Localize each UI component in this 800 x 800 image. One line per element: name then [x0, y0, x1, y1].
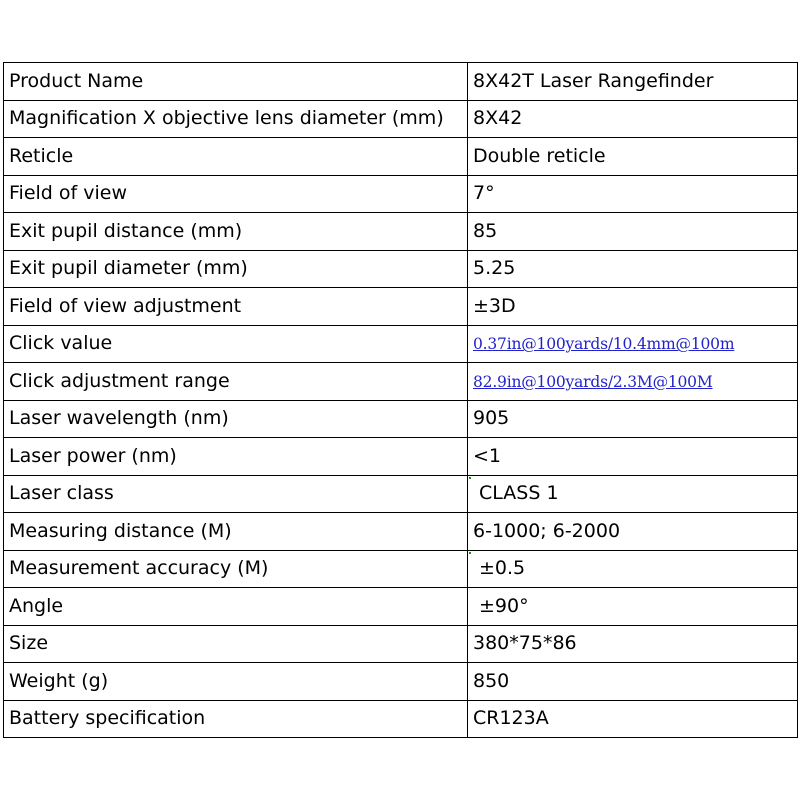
spec-label: Exit pupil diameter (mm)	[4, 250, 468, 288]
spec-label: Angle	[4, 588, 468, 626]
table-row	[4, 288, 798, 326]
spec-label: Laser class	[4, 475, 468, 513]
table-row	[4, 138, 798, 176]
table-row	[4, 513, 798, 551]
click-adjustment-range-link[interactable]: 82.9in@100yards/2.3M@100M	[473, 372, 713, 391]
table-row	[4, 363, 798, 401]
spec-label: Laser wavelength (nm)	[4, 400, 468, 438]
spec-label: Laser power (nm)	[4, 438, 468, 476]
spec-table	[3, 62, 798, 738]
spec-value: 905	[468, 400, 798, 438]
spec-value: 85	[468, 213, 798, 251]
spec-label: Size	[4, 625, 468, 663]
spec-label: Click adjustment range	[4, 363, 468, 401]
spec-value: ±90°	[468, 588, 798, 626]
spec-value: 5.25	[468, 250, 798, 288]
table-row	[4, 475, 798, 513]
spec-label: Measuring distance (M)	[4, 513, 468, 551]
spec-label: Magnification X objective lens diameter (mm)	[4, 100, 468, 138]
spec-label: Battery specification	[4, 700, 468, 738]
spec-value: CLASS 1	[468, 475, 798, 513]
spec-label: Product Name	[4, 63, 468, 101]
table-row	[4, 663, 798, 701]
spec-value-cell	[468, 325, 798, 363]
spec-value: ±3D	[468, 288, 798, 326]
table-row	[4, 550, 798, 588]
spec-value: Double reticle	[468, 138, 798, 176]
spec-label: Exit pupil distance (mm)	[4, 213, 468, 251]
spec-value-cell	[468, 363, 798, 401]
table-row	[4, 213, 798, 251]
table-row	[4, 100, 798, 138]
table-row	[4, 400, 798, 438]
spec-value: <1	[468, 438, 798, 476]
spec-value: ±0.5	[468, 550, 798, 588]
spec-value: CR123A	[468, 700, 798, 738]
spec-value: 380*75*86	[468, 625, 798, 663]
click-value-link[interactable]: 0.37in@100yards/10.4mm@100m	[473, 335, 735, 354]
table-row	[4, 700, 798, 738]
spec-value: 850	[468, 663, 798, 701]
spec-value: 7°	[468, 175, 798, 213]
table-row	[4, 325, 798, 363]
spec-value: 8X42	[468, 100, 798, 138]
table-row	[4, 438, 798, 476]
spec-value: 8X42T Laser Rangefinder	[468, 63, 798, 101]
spec-label: Weight (g)	[4, 663, 468, 701]
table-row	[4, 250, 798, 288]
spec-value: 6-1000; 6-2000	[468, 513, 798, 551]
spec-label: Click value	[4, 325, 468, 363]
table-row	[4, 63, 798, 101]
spec-label: Measurement accuracy (M)	[4, 550, 468, 588]
spec-label: Field of view	[4, 175, 468, 213]
spec-label: Reticle	[4, 138, 468, 176]
spec-label: Field of view adjustment	[4, 288, 468, 326]
table-row	[4, 625, 798, 663]
table-row	[4, 588, 798, 626]
table-row	[4, 175, 798, 213]
